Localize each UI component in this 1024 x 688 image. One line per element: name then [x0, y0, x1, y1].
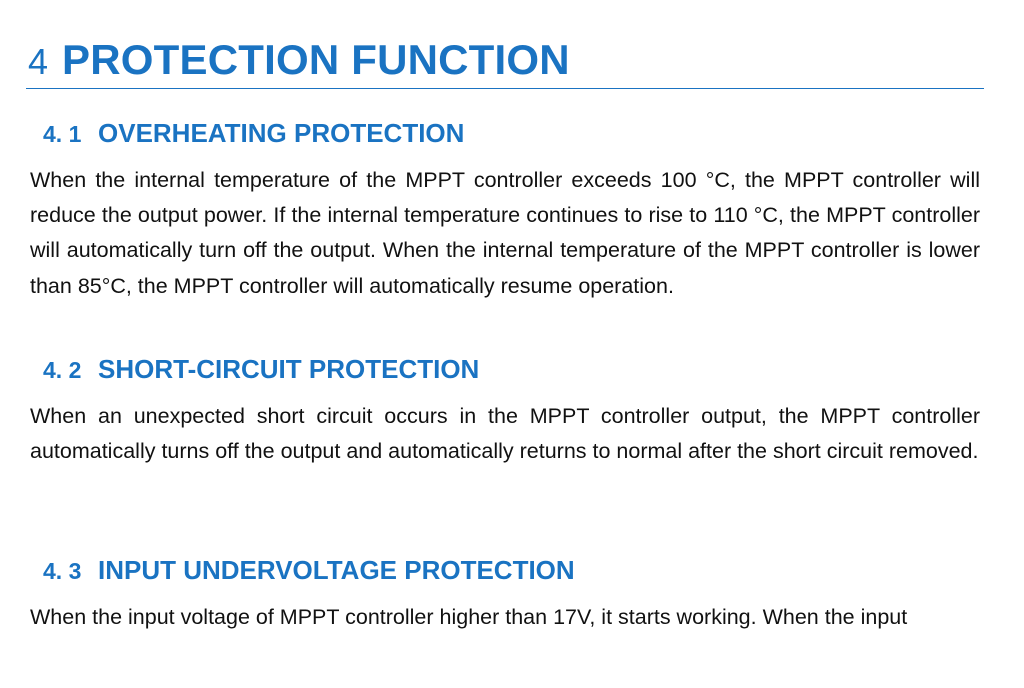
section-number: 4. 2 [43, 357, 82, 383]
section-number: 4. 1 [43, 121, 82, 147]
section-body-short-circuit: When an unexpected short circuit occurs in the MPPT controller output, the MPPT controller automatically turns off the output and automatically returns to normal after the short circuit removed. [30, 404, 980, 464]
section-body-undervoltage: When the input voltage of MPPT controller higher than 17V, it starts working. When the input [30, 605, 908, 629]
chapter-heading [28, 32, 570, 91]
chapter-divider [26, 88, 984, 89]
section-heading-undervoltage [43, 554, 575, 588]
chapter-number: 4 [28, 41, 49, 82]
section-title: SHORT-CIRCUIT PROTECTION [98, 354, 480, 384]
section-title: INPUT UNDERVOLTAGE PROTECTION [98, 555, 575, 585]
section-heading-overheating [43, 117, 464, 151]
section-heading-short-circuit [43, 353, 479, 387]
chapter-title: PROTECTION FUNCTION [62, 36, 570, 83]
section-title: OVERHEATING PROTECTION [98, 118, 465, 148]
section-number: 4. 3 [43, 558, 82, 584]
section-body-overheating: When the internal temperature of the MPPT controller exceeds 100 °C, the MPPT controller will reduce the output power. If the internal temperature continues to rise to 110 °C, the MPPT controller will automatically turn off the output. When the internal temperature of the MPPT controller is lower than 85°C, the MPPT controller will automatically resume operation. [30, 168, 980, 298]
